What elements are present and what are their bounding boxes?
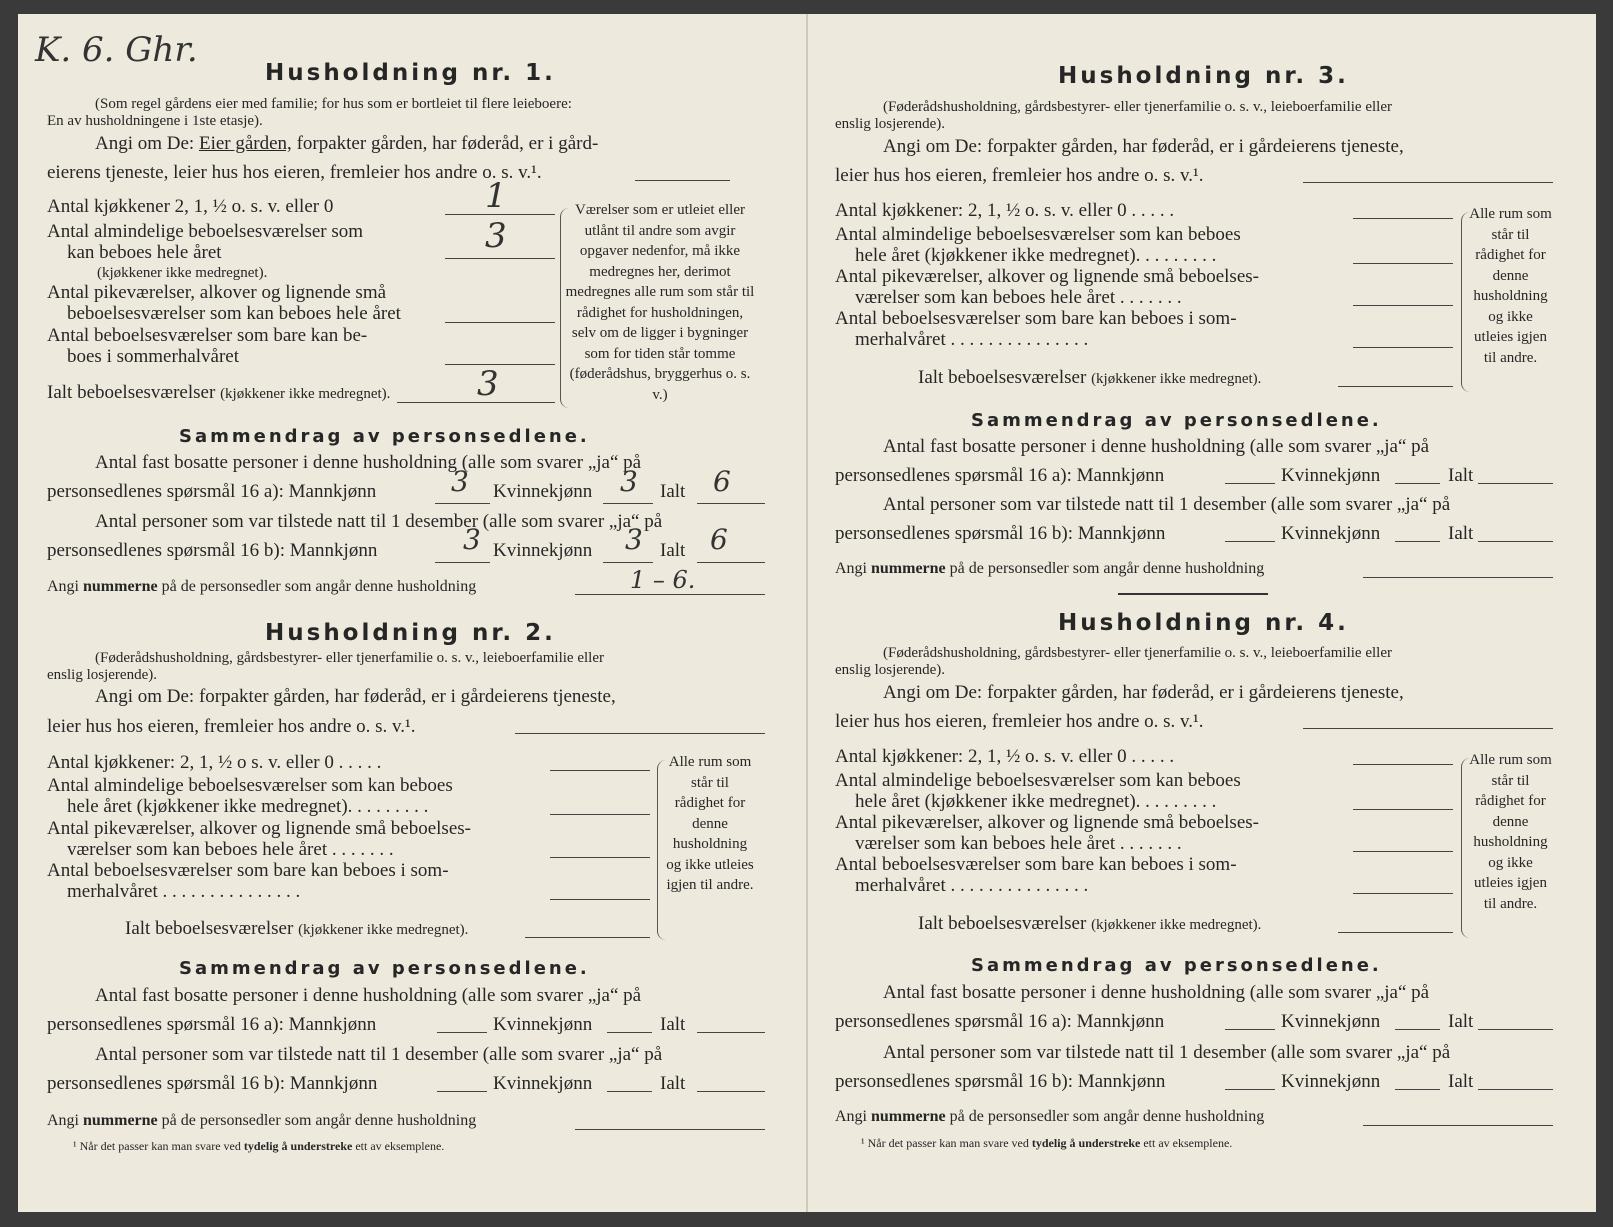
nr-c: på de personsedler som angår denne husholdning [949, 1108, 1265, 1125]
h4-numbers-line[interactable] [1363, 1125, 1553, 1126]
h4-small-rooms-line[interactable] [1353, 851, 1453, 852]
nr-b: nummerne [871, 1108, 946, 1125]
foot-a: ¹ Når det passer kan man svare ved [73, 1139, 241, 1153]
h4-side-note: Alle rum som står til rådighet for denne husholdning og ikke utleies igjen til andre. [1469, 752, 1552, 912]
household-1-note: (Som regel gårdens eier med familie; for hus som er bortleiet til flere leieboere: [95, 96, 572, 112]
h4-s2-men-line[interactable] [1225, 1089, 1275, 1090]
total-label-note: (kjøkkener ikke medregnet). [298, 922, 469, 938]
h4-angi-line[interactable] [1303, 728, 1553, 729]
h2-kitchens-line[interactable] [550, 770, 650, 771]
household-3-note: (Føderådshusholdning, gårdsbestyrer- eller tjenerfamilie o. s. v., leieboerfamilie eller [883, 99, 1392, 115]
nr-a: Angi [835, 1108, 867, 1125]
angi-label: Angi om De: [95, 133, 195, 154]
foot-c: ett av eksemplene. [355, 1139, 445, 1153]
h2-summary-title: Sammendrag av personsedlene. [179, 958, 590, 979]
h1-total-line[interactable] [397, 402, 555, 403]
h1-s2-men-label: personsedlenes spørsmål 16 b): Mannkjønn [47, 540, 378, 561]
h3-kitchens-label: Antal kjøkkener: 2, 1, ½ o. s. v. eller 0 . . . . . [835, 200, 1175, 221]
h3-angi-line[interactable] [1303, 182, 1553, 183]
h1-s1-women-value: 3 [620, 465, 638, 498]
h4-s1-men-line[interactable] [1225, 1029, 1275, 1030]
h4-s1-total-label: Ialt [1448, 1011, 1474, 1032]
household-2-note-2: enslig losjerende). [47, 667, 157, 683]
nr-c: på de personsedler som angår denne husholdning [161, 1112, 477, 1129]
h2-summer-label-2: merhalvåret . . . . . . . . . . . . . . . [67, 881, 301, 902]
h3-s1-men-label: personsedlenes spørsmål 16 a): Mannkjønn [835, 465, 1165, 486]
household-4-note: (Føderådshusholdning, gårdsbestyrer- eller tjenerfamilie o. s. v., leieboerfamilie eller [883, 645, 1392, 661]
household-4-angi: Angi om De: forpakter gården, har føderåd, er i gårdeierens tjeneste, [883, 682, 1404, 703]
h1-s1-total-label: Ialt [660, 481, 686, 502]
h4-s2-men-label: personsedlenes spørsmål 16 b): Mannkjønn [835, 1071, 1166, 1092]
household-3-title: Husholdning nr. 3. [1058, 63, 1349, 89]
h1-s2-total-label: Ialt [660, 540, 686, 561]
h1-s2-women-value: 3 [625, 523, 643, 556]
h3-side-note: Alle rum som står til rådighet for denne husholdning og ikke utleies igjen til andre. [1469, 206, 1552, 366]
household-1-angi [95, 133, 598, 155]
h1-s1-label: Antal fast bosatte personer i denne husholdning (alle som svarer „ja“ på [95, 452, 642, 473]
h1-small-rooms-line[interactable] [445, 322, 555, 323]
h2-s1-men-label: personsedlenes spørsmål 16 a): Mannkjønn [47, 1014, 377, 1035]
h4-small-rooms-label: Antal pikeværelser, alkover og lignende små beboelses- [835, 812, 1259, 833]
h3-s2-women-label: Kvinnekjønn [1281, 523, 1381, 544]
household-2-title: Husholdning nr. 2. [265, 620, 556, 646]
h4-summer-label-2: merhalvåret . . . . . . . . . . . . . . . [855, 875, 1089, 896]
household-2-note: (Føderådshusholdning, gårdsbestyrer- eller tjenerfamilie o. s. v., leieboerfamilie eller [95, 650, 604, 666]
nr-a: Angi [835, 560, 867, 577]
h2-s1-total-line[interactable] [697, 1032, 765, 1033]
h3-summer-line[interactable] [1353, 347, 1453, 348]
h1-s1-total-value: 6 [713, 465, 731, 498]
h3-s2-label: Antal personer som var tilstede natt til 1 desember (alle som svarer „ja“ på [883, 494, 1451, 515]
h2-s2-label: Antal personer som var tilstede natt til 1 desember (alle som svarer „ja“ på [95, 1044, 663, 1065]
h1-numbers-value: 1 – 6. [630, 566, 696, 594]
h3-small-rooms-line[interactable] [1353, 305, 1453, 306]
h2-total-line[interactable] [525, 937, 650, 938]
footnote [861, 1136, 1232, 1151]
h1-rooms-value: 3 [485, 216, 507, 256]
total-label-text: Ialt beboelsesværelser [47, 382, 216, 403]
h2-total-label [125, 918, 468, 940]
h4-s2-women-line[interactable] [1395, 1089, 1440, 1090]
h4-rooms-label: Antal almindelige beboelsesværelser som kan beboes [835, 770, 1241, 791]
household-4-title: Husholdning nr. 4. [1058, 610, 1349, 636]
h2-s2-men-line[interactable] [437, 1091, 487, 1092]
h1-s1-row [47, 481, 376, 503]
h1-s1-women-line[interactable] [603, 503, 653, 504]
h1-s1-women-label: Kvinnekjønn [493, 481, 593, 502]
h3-s2-men-label: personsedlenes spørsmål 16 b): Mannkjønn [835, 523, 1166, 544]
h1-s2-women-label: Kvinnekjønn [493, 540, 593, 561]
h1-total-label [47, 382, 390, 404]
h3-rooms-line[interactable] [1353, 263, 1453, 264]
h2-s1-total-label: Ialt [660, 1014, 686, 1035]
h1-side-note: Værelser som er utleiet eller utlånt til andre som avgir opgaver nedenfor, må ikke medregnes her, derimot medregnes alle rum som står til rådighet for husholdningen, selv om de ligger i bygninger som for tiden står tomme (føderådshus, bryggerhus o. s. v.) [565, 202, 755, 403]
h2-small-rooms-line[interactable] [550, 857, 650, 858]
h4-small-rooms-label-2: værelser som kan beboes hele året . . . . . . . [855, 833, 1182, 854]
household-2-angi-2: leier hus hos eieren, fremleier hos andre o. s. v.¹. [47, 716, 416, 737]
nr-b: nummerne [871, 560, 946, 577]
h3-s1-women-label: Kvinnekjønn [1281, 465, 1381, 486]
h4-s1-total-line[interactable] [1478, 1029, 1553, 1030]
h1-numbers-label [47, 578, 476, 596]
h4-summer-label: Antal beboelsesværelser som bare kan beboes i som- [835, 854, 1237, 875]
h2-s2-women-label: Kvinnekjønn [493, 1073, 593, 1094]
h3-kitchens-line[interactable] [1353, 218, 1453, 219]
h3-s1-men-line[interactable] [1225, 483, 1275, 484]
total-label-text: Ialt beboelsesværelser [918, 913, 1087, 934]
h1-kitchens-line[interactable] [445, 214, 555, 215]
h2-small-rooms-label: Antal pikeværelser, alkover og lignende små beboelses- [47, 818, 471, 839]
foot-b: tydelig å understreke [1031, 1136, 1141, 1150]
h1-s1-men-value: 3 [451, 465, 469, 498]
h2-numbers-line[interactable] [575, 1129, 765, 1130]
h2-rooms-label: Antal almindelige beboelsesværelser som kan beboes [47, 775, 453, 796]
h1-s1-men-line[interactable] [435, 503, 490, 504]
h3-summary-title: Sammendrag av personsedlene. [971, 410, 1382, 431]
section-divider [1118, 593, 1268, 595]
h3-s2-men-line[interactable] [1225, 541, 1275, 542]
h1-small-rooms-label: Antal pikeværelser, alkover og lignende små [47, 282, 387, 303]
h2-s2-total-label: Ialt [660, 1073, 686, 1094]
h3-s1-total-label: Ialt [1448, 465, 1474, 486]
h1-total-value: 3 [477, 364, 499, 404]
h2-s1-label: Antal fast bosatte personer i denne husholdning (alle som svarer „ja“ på [95, 985, 642, 1006]
total-label-text: Ialt beboelsesværelser [918, 367, 1087, 388]
h1-s2-total-value: 6 [710, 523, 728, 556]
h1-summary-title: Sammendrag av personsedlene. [179, 426, 590, 447]
h4-s2-total-line[interactable] [1478, 1089, 1553, 1090]
h4-summer-line[interactable] [1353, 893, 1453, 894]
handwritten-corner-note: K. 6. Ghr. [35, 30, 198, 70]
right-page [833, 0, 1553, 1198]
h2-s2-women-line[interactable] [607, 1091, 652, 1092]
h1-s2-men-value: 3 [463, 523, 481, 556]
h3-numbers-label [835, 560, 1264, 578]
h1-s2-total-line[interactable] [697, 562, 765, 563]
h1-s2-women-line[interactable] [603, 562, 653, 563]
h1-rooms-label: Antal almindelige beboelsesværelser som [47, 221, 364, 242]
h2-small-rooms-label-2: værelser som kan beboes hele året . . . . . . . [67, 839, 394, 860]
h3-s1-women-line[interactable] [1395, 483, 1440, 484]
total-label-note: (kjøkkener ikke medregnet). [1091, 371, 1262, 387]
nr-a: Angi [47, 578, 79, 595]
h4-total-label [918, 913, 1261, 935]
h1-kitchens-value: 1 [485, 176, 507, 216]
h4-s1-women-line[interactable] [1395, 1029, 1440, 1030]
household-1-note-2: En av husholdningene i 1ste etasje). [47, 113, 263, 129]
h4-s2-label: Antal personer som var tilstede natt til 1 desember (alle som svarer „ja“ på [883, 1042, 1451, 1063]
footnote [73, 1139, 444, 1154]
h1-summer-label: Antal beboelsesværelser som bare kan be- [47, 325, 368, 346]
h3-small-rooms-label-2: værelser som kan beboes hele året . . . . . . . [855, 287, 1182, 308]
h2-rooms-line[interactable] [550, 814, 650, 815]
h3-rooms-label: Antal almindelige beboelsesværelser som kan beboes [835, 224, 1241, 245]
h3-s2-total-label: Ialt [1448, 523, 1474, 544]
household-1-angi-2: eierens tjeneste, leier hus hos eieren, fremleier hos andre o. s. v.¹. [47, 162, 542, 183]
h3-numbers-line[interactable] [1363, 577, 1553, 578]
h4-kitchens-line[interactable] [1353, 764, 1453, 765]
h2-s1-women-label: Kvinnekjønn [493, 1014, 593, 1035]
total-label-note: (kjøkkener ikke medregnet). [1091, 917, 1262, 933]
h1-summer-label-2: boes i sommerhalvåret [67, 346, 240, 367]
h2-numbers-label [47, 1112, 476, 1130]
h4-rooms-line[interactable] [1353, 809, 1453, 810]
h4-s1-women-label: Kvinnekjønn [1281, 1011, 1381, 1032]
foot-a: ¹ Når det passer kan man svare ved [861, 1136, 1029, 1150]
h3-s2-women-line[interactable] [1395, 541, 1440, 542]
h2-s1-men-line[interactable] [437, 1032, 487, 1033]
h1-rooms-line[interactable] [445, 258, 555, 259]
h1-summer-line[interactable] [445, 364, 555, 365]
h4-s1-label: Antal fast bosatte personer i denne husholdning (alle som svarer „ja“ på [883, 982, 1430, 1003]
h2-s2-men-label: personsedlenes spørsmål 16 b): Mannkjønn [47, 1073, 378, 1094]
household-3-note-2: enslig losjerende). [835, 116, 945, 132]
household-2-angi: Angi om De: forpakter gården, har føderåd, er i gårdeierens tjeneste, [95, 686, 616, 707]
nr-c: på de personsedler som angår denne husholdning [161, 578, 477, 595]
men-label: personsedlenes spørsmål 16 a): Mannkjønn [47, 481, 377, 502]
foot-c: ett av eksemplene. [1143, 1136, 1233, 1150]
h4-kitchens-label: Antal kjøkkener: 2, 1, ½ o. s. v. eller 0 . . . . . [835, 746, 1175, 767]
household-4-angi-2: leier hus hos eieren, fremleier hos andre o. s. v.¹. [835, 711, 1204, 732]
h1-rooms-label-2: kan beboes hele året [67, 242, 222, 263]
nr-b: nummerne [83, 578, 158, 595]
angi-answer-line[interactable] [635, 180, 730, 181]
h3-s1-total-line[interactable] [1478, 483, 1553, 484]
nr-c: på de personsedler som angår denne husholdning [949, 560, 1265, 577]
nr-a: Angi [47, 1112, 79, 1129]
h4-rooms-label-2: hele året (kjøkkener ikke medregnet). . . . . . . . . [855, 791, 1217, 812]
h3-small-rooms-label: Antal pikeværelser, alkover og lignende små beboelses- [835, 266, 1259, 287]
household-3-angi-2: leier hus hos eieren, fremleier hos andre o. s. v.¹. [835, 165, 1204, 186]
h4-total-line[interactable] [1338, 932, 1453, 933]
h2-rooms-label-2: hele året (kjøkkener ikke medregnet). . . . . . . . . [67, 796, 429, 817]
h4-summary-title: Sammendrag av personsedlene. [971, 955, 1382, 976]
h3-summer-label-2: merhalvåret . . . . . . . . . . . . . . . [855, 329, 1089, 350]
h3-total-line[interactable] [1338, 386, 1453, 387]
h3-total-label [918, 367, 1261, 389]
h2-s1-women-line[interactable] [607, 1032, 652, 1033]
h2-s2-total-line[interactable] [697, 1091, 765, 1092]
h3-summer-label: Antal beboelsesværelser som bare kan beboes i som- [835, 308, 1237, 329]
page-fold [806, 14, 808, 1212]
household-1-title: Husholdning nr. 1. [265, 60, 556, 86]
h4-numbers-label [835, 1108, 1264, 1126]
h3-s1-label: Antal fast bosatte personer i denne husholdning (alle som svarer „ja“ på [883, 436, 1430, 457]
angi-rest: forpakter gården, har føderåd, er i gård- [296, 133, 599, 154]
h2-side-note: Alle rum som står til rådighet for denne husholdning og ikke utleies igjen til andre. [666, 754, 754, 893]
h1-rooms-note: (kjøkkener ikke medregnet). [97, 265, 268, 281]
h1-s2-men-line[interactable] [435, 562, 490, 563]
h1-numbers-line[interactable] [575, 594, 765, 595]
h4-s1-men-label: personsedlenes spørsmål 16 a): Mannkjønn [835, 1011, 1165, 1032]
household-3-angi: Angi om De: forpakter gården, har føderåd, er i gårdeierens tjeneste, [883, 136, 1404, 157]
h2-summer-label: Antal beboelsesværelser som bare kan beboes i som- [47, 860, 449, 881]
h4-s2-women-label: Kvinnekjønn [1281, 1071, 1381, 1092]
angi-underlined-choice: Eier gården, [198, 133, 292, 154]
h4-s2-total-label: Ialt [1448, 1071, 1474, 1092]
total-label-text: Ialt beboelsesværelser [125, 918, 294, 939]
h2-kitchens-label: Antal kjøkkener: 2, 1, ½ o s. v. eller 0 . . . . . [47, 752, 382, 773]
h1-kitchens-label: Antal kjøkkener 2, 1, ½ o. s. v. eller 0 [47, 196, 334, 217]
foot-b: tydelig å understreke [243, 1139, 353, 1153]
h2-angi-line[interactable] [515, 733, 765, 734]
nr-b: nummerne [83, 1112, 158, 1129]
h1-s2-label: Antal personer som var tilstede natt til 1 desember (alle som svarer „ja“ på [95, 511, 663, 532]
h3-rooms-label-2: hele året (kjøkkener ikke medregnet). . . . . . . . . [855, 245, 1217, 266]
total-label-note: (kjøkkener ikke medregnet). [220, 386, 391, 402]
h1-small-rooms-label-2: beboelsesværelser som kan beboes hele året [67, 303, 401, 324]
left-page [35, 0, 765, 1198]
household-4-note-2: enslig losjerende). [835, 662, 945, 678]
h1-s1-total-line[interactable] [697, 503, 765, 504]
h2-summer-line[interactable] [550, 899, 650, 900]
h3-s2-total-line[interactable] [1478, 541, 1553, 542]
